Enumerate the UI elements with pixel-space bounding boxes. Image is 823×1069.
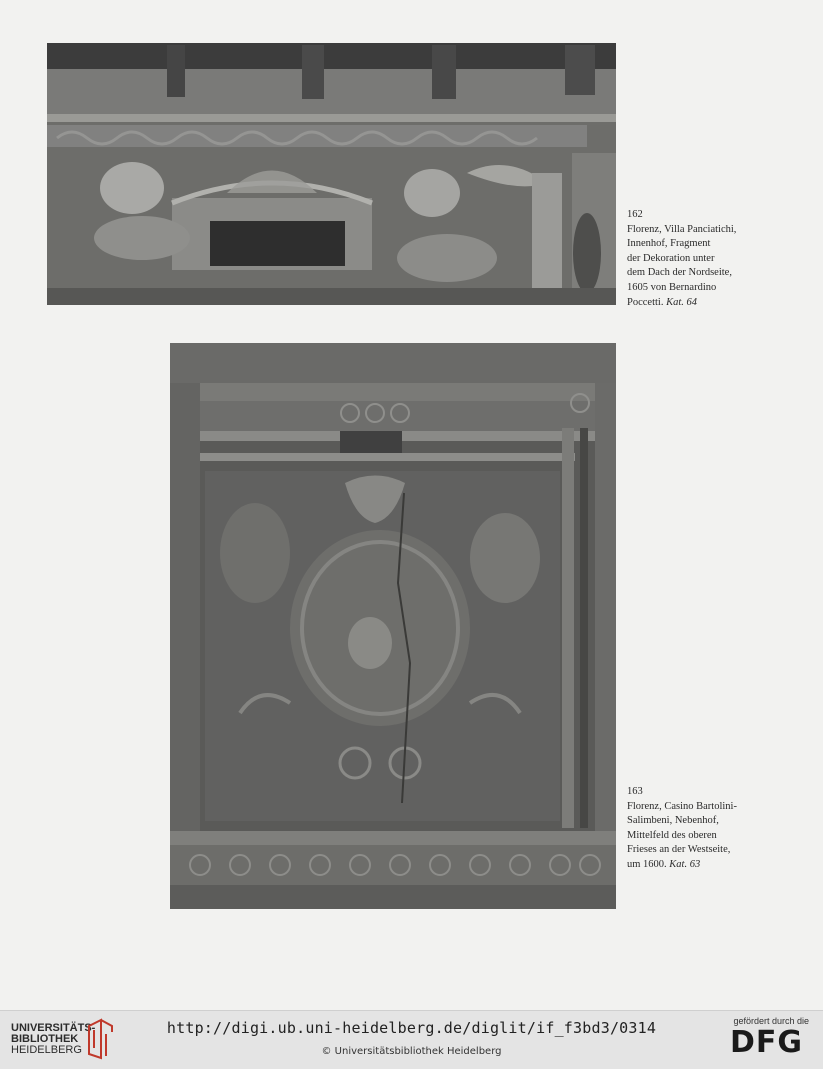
caption-line: 1605 von Bernardino [627,281,717,293]
copyright-notice: © Universitätsbibliothek Heidelberg [321,1046,502,1057]
caption-line: Florenz, Casino Bartolini- [627,800,737,812]
caption-line: dem Dach der Nordseite, [627,267,732,279]
fresco-panel-image [170,343,616,909]
caption-line: Salimbeni, Nebenhof, [627,815,719,827]
permalink-url[interactable]: http://digi.ub.uni-heidelberg.de/diglit/if_f3bd3/0314 [166,1019,657,1037]
fresco-frieze-image [47,43,616,305]
caption-text: um 1600. [627,858,667,870]
logo-line-3: HEIDELBERG [11,1044,82,1056]
caption-line: Florenz, Villa Panciatichi, [627,223,737,235]
figure-number: 162 [627,209,643,220]
figure-number: 163 [627,786,643,797]
catalogue-ref: Kat. 64 [666,296,697,308]
caption-line: der Dekoration unter [627,252,715,264]
caption-last-line [627,858,737,873]
fresco-photo-163 [170,343,616,909]
funding-label: gefördert durch die [733,1016,809,1026]
logo-line-1: UNIVERSITÄTS- [11,1022,96,1034]
logo-line-2: BIBLIOTHEK [11,1033,79,1045]
figure-caption-163 [627,785,737,873]
figure-caption-162 [627,208,736,310]
fresco-photo-162 [47,43,616,305]
dfg-logo[interactable]: DFG [730,1025,804,1060]
catalogue-ref: Kat. 63 [669,858,701,870]
caption-line: Innenhof, Fragment [627,238,711,250]
caption-last-line [627,296,736,311]
caption-text: Poccetti. [627,296,664,308]
caption-line: Frieses an der Westseite, [627,844,731,856]
caption-line: Mittelfeld des oberen [627,829,717,841]
